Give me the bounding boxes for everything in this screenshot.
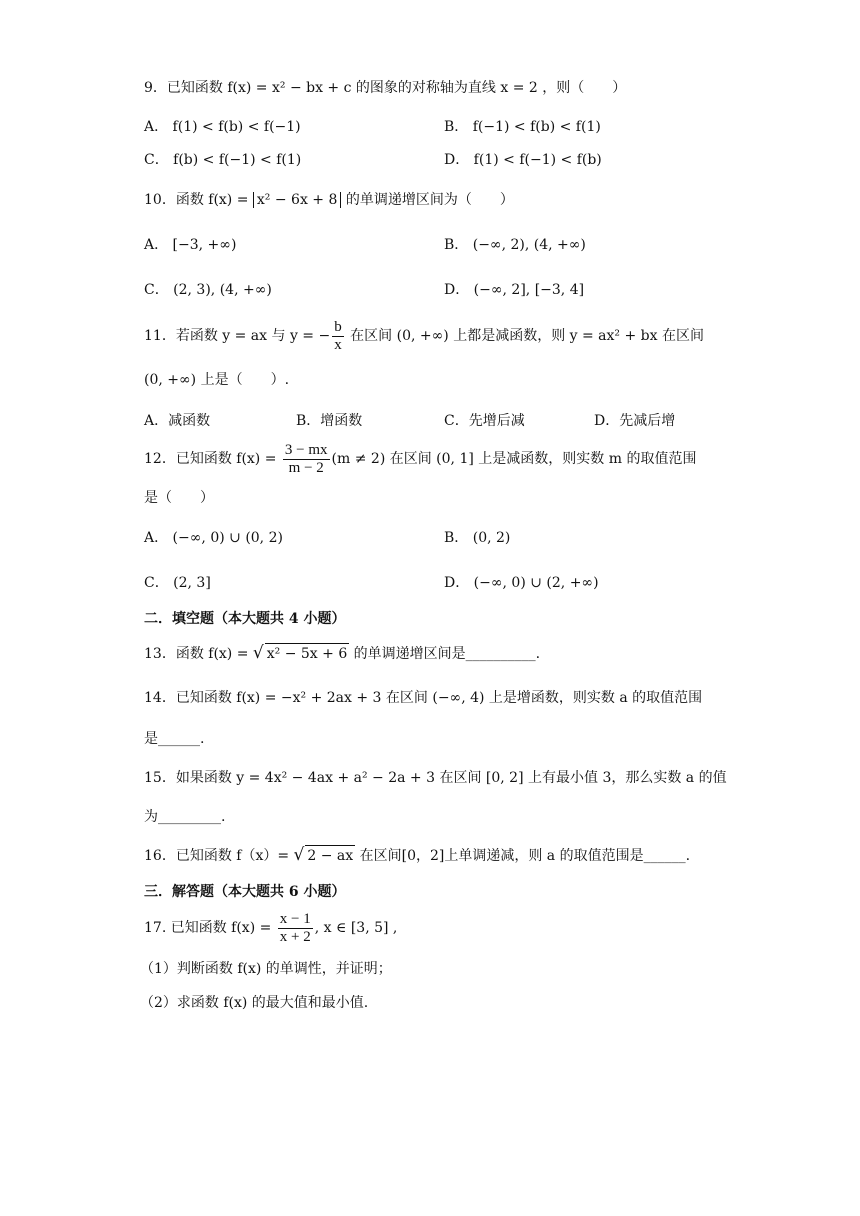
q17-fraction [278,911,313,946]
q16-stem [144,845,690,866]
q17-part1: （1）判断函数 f(x) 的单调性，并证明； [140,961,392,977]
q9-option-d: D． f(1) < f(−1) < f(b) [444,152,602,168]
q15-line1: 15．如果函数 y = 4x² − 4ax + a² − 2a + 3 在区间 [0, 2] 上有最小值 3，那么实数 a 的值 [144,770,727,786]
q17-stem-b: , x ∈ [3, 5] , [314,920,398,936]
q12-option-a: A． (−∞, 0) ∪ (0, 2) [144,530,283,546]
q11-stem [144,318,704,354]
q16-stem-a: 16．已知函数 f（x）= [144,848,294,864]
q10-option-a: A． [−3, +∞) [144,237,237,253]
q12-fraction-numerator: 3 − mx [284,441,328,458]
q9-option-a: A． f(1) < f(b) < f(−1) [144,119,301,135]
q16-stem-b: 在区间[0，2]上单调递减，则 a 的取值范围是______. [355,848,691,864]
q9-option-c: C． f(b) < f(−1) < f(1) [144,152,302,168]
q11-stem-line2: (0, +∞) 上是（ ）. [144,372,290,388]
sqrt-icon: √ [252,643,264,663]
q10-option-d: D． (−∞, 2], [−3, 4] [444,282,585,298]
sqrt-icon: √ [293,845,305,865]
q11-stem-b: 在区间 (0, +∞) 上都是减函数，则 y = ax² + bx 在区间 [345,328,704,344]
q14-line1: 14．已知函数 f(x) = −x² + 2ax + 3 在区间 (−∞, 4) 上是增函数，则实数 a 的取值范围 [144,690,703,706]
q10-stem-prefix: 10．函数 f(x) = [144,192,253,208]
q15-line2: 为_________. [144,809,226,825]
q12-stem-b: (m ≠ 2) 在区间 (0, 1] 上是减函数，则实数 m 的取值范围 [331,451,697,467]
q13-stem-b: 的单调递增区间是__________. [349,646,541,662]
q12-stem [144,441,696,477]
q17-stem [144,910,397,946]
q13-radicand: x² − 5x + 6 [265,643,349,664]
q14-line2: 是______. [144,731,205,747]
q13-stem [144,643,540,664]
q12-stem-line2: 是（ ） [144,490,214,506]
q11-option-b: B．增函数 [296,413,363,429]
q12-fraction-denominator: m − 2 [288,459,324,476]
q17-part2: （2）求函数 f(x) 的最大值和最小值. [140,995,369,1011]
section-fill-in-blank-heading: 二．填空题（本大题共 4 小题） [144,611,346,627]
q9-stem: 9．已知函数 f(x) = x² − bx + c 的图象的对称轴为直线 x = 2 ，则（ ） [144,80,627,96]
q17-stem-a: 17. 已知函数 f(x) = [144,920,276,936]
q17-fraction-numerator: x − 1 [279,910,311,927]
q12-fraction [283,442,330,477]
q10-abs-expression: x² − 6x + 8 [253,192,341,208]
q11-option-a: A．减函数 [144,413,211,429]
q13-stem-a: 13．函数 f(x) = [144,646,253,662]
section-answer-heading: 三．解答题（本大题共 6 小题） [144,884,346,900]
q11-fraction-numerator: b [334,318,342,335]
q11-option-d: D．先减后增 [594,413,676,429]
q11-fraction-denominator: x [334,336,342,353]
q9-option-b: B． f(−1) < f(b) < f(1) [444,119,601,135]
q12-option-c: C． (2, 3] [144,575,211,591]
q16-radicand: 2 − ax [305,845,355,866]
q12-option-b: B． (0, 2) [444,530,511,546]
q10-option-b: B． (−∞, 2), (4, +∞) [444,237,586,253]
q11-stem-a: 11．若函数 y = ax 与 y = − [144,328,331,344]
q11-fraction [332,319,344,354]
q10-stem [144,190,514,210]
q11-option-c: C．先增后减 [444,413,525,429]
q10-option-c: C． (2, 3), (4, +∞) [144,282,272,298]
q12-stem-a: 12．已知函数 f(x) = [144,451,281,467]
q17-fraction-denominator: x + 2 [279,928,311,945]
q10-stem-suffix: 的单调递增区间为（ ） [341,192,514,208]
q12-option-d: D． (−∞, 0) ∪ (2, +∞) [444,575,599,591]
